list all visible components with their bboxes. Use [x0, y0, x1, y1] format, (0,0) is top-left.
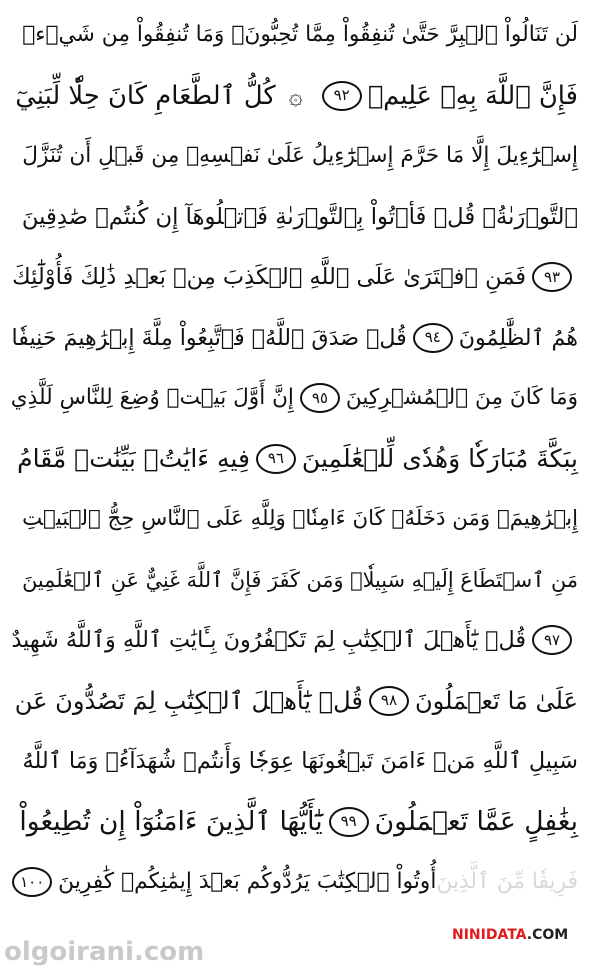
verse-line: [10, 373, 578, 423]
verse-text: إِبۡرَٰهِيمَۖ وَمَن دَخَلَهُۥ كَانَ ءَامِنٗاۗ وَلِلَّهِ عَلَى ٱلنَّاسِ حِجُّ ٱلۡبَيۡتِ: [22, 506, 578, 531]
verse-line: [11, 615, 578, 665]
verse-text: بِغَٰفِلٍ عَمَّا تَعۡمَلُونَ: [374, 805, 578, 837]
ayah-number-marker: ٩٨: [369, 686, 409, 716]
watermark-brand: NINIDATA: [452, 927, 527, 943]
ayah-number-marker: ٩٣: [532, 262, 572, 292]
verse-line: [22, 494, 578, 544]
verse-text: يَٰٓأَيُّهَا ٱلَّذِينَ ءَامَنُوٓاْ إِن تُطِيعُواْ: [19, 805, 323, 837]
rub-el-hizb-icon: ۞: [288, 81, 303, 110]
verse-text: قُلۡ يَٰٓأَهۡلَ ٱلۡكِتَٰبِ لِمَ تَكۡفُرُونَ بِـَٔايَٰتِ ٱللَّهِ وَٱللَّهُ شَهِيدٌ: [11, 627, 526, 653]
verse-text: قُلۡ يَٰٓأَهۡلَ ٱلۡكِتَٰبِ لِمَ تَصُدُّونَ عَن: [14, 686, 363, 715]
verse-line: [11, 313, 578, 363]
verse-text: فَإِنَّ ٱللَّهَ بِهِۦ عَلِيمٞ: [367, 80, 578, 111]
verse-text: أُوتُواْ ٱلۡكِتَٰبَ يَرُدُّوكُم بَعۡدَ إِيمَٰنِكُمۡ كَٰفِرِينَ: [58, 869, 437, 894]
watermark-ninidata: [452, 927, 568, 943]
ayah-number-marker: ٩٦: [256, 444, 296, 474]
watermark-olgoirani: olgoirani.com: [4, 937, 205, 967]
ayah-number-marker: ٩٧: [532, 625, 572, 655]
verse-text: مَنِ ٱسۡتَطَاعَ إِلَيۡهِ سَبِيلٗاۚ وَمَن كَفَرَ فَإِنَّ ٱللَّهَ غَنِيٌّ عَنِ ٱلۡعَٰلَمِينَ: [22, 567, 578, 592]
verse-text: قُلۡ صَدَقَ ٱللَّهُۗ فَٱتَّبِعُواْ مِلَّةَ إِبۡرَٰهِيمَ حَنِيفٗا: [11, 324, 407, 351]
ayah-number-marker: ٩٤: [413, 323, 453, 353]
verse-text: إِنَّ أَوَّلَ بَيۡتٖ وُضِعَ لِلنَّاسِ لَلَّذِي: [10, 385, 294, 410]
verse-text: هُمُ ٱلظَّٰلِمُونَ: [458, 324, 578, 351]
verse-text: وَمَا كَانَ مِنَ ٱلۡمُشۡرِكِينَ: [345, 385, 578, 410]
watermark-suffix: .COM: [526, 927, 569, 943]
verse-text: كُلُّ ٱلطَّعَامِ كَانَ حِلّٗا لِّبَنِيٓ: [15, 80, 276, 111]
verse-line: [22, 192, 578, 242]
verse-text: ٱلتَّوۡرَىٰةُۗ قُلۡ فَأۡتُواْ بِٱلتَّوۡرَىٰةِ فَٱتۡلُوهَآ إِن كُنتُمۡ صَٰدِقِينَ: [21, 203, 578, 230]
verse-text: سَبِيلِ ٱللَّهِ مَنۡ ءَامَنَ تَبۡغُونَهَا عِوَجٗا وَأَنتُمۡ شُهَدَآءُۗ وَمَا ٱللَّهُ: [22, 748, 578, 774]
verse-line: [22, 857, 578, 907]
ayah-number-marker: ١٠٠: [12, 867, 52, 897]
ayah-number-marker: ٩٢: [322, 81, 362, 111]
verse-line: [17, 434, 578, 484]
verse-line: [22, 736, 578, 786]
verse-line: [12, 252, 578, 302]
verse-line: [22, 555, 578, 605]
verse-text: بِبَكَّةَ مُبَارَكٗا وَهُدٗى لِّلۡعَٰلَمِينَ: [301, 443, 578, 473]
verse-line: [19, 797, 578, 847]
verse-text: فَمَنِ ٱفۡتَرَىٰ عَلَى ٱللَّهِ ٱلۡكَذِبَ مِنۢ بَعۡدِ ذَٰلِكَ فَأُوْلَٰٓئِكَ: [12, 264, 526, 290]
verse-line: [22, 131, 578, 181]
verse-line: [22, 10, 578, 60]
verse-line: [14, 676, 578, 726]
verse-line: [15, 71, 578, 121]
verse-text: عَلَىٰ مَا تَعۡمَلُونَ: [414, 686, 578, 715]
ayah-number-marker: ٩٥: [300, 383, 340, 413]
ayah-number-marker: ٩٩: [329, 807, 369, 837]
verse-text: لَن تَنَالُواْ ٱلۡبِرَّ حَتَّىٰ تُنفِقُواْ مِمَّا تُحِبُّونَۚ وَمَا تُنفِقُواْ مِن شَيۡءٖ: [22, 22, 578, 47]
verse-text: فِيهِ ءَايَٰتُۢ بَيِّنَٰتٞ مَّقَامُ: [17, 443, 250, 473]
verse-text: إِسۡرَٰٓءِيلَ إِلَّا مَا حَرَّمَ إِسۡرَٰٓءِيلُ عَلَىٰ نَفۡسِهِۦ مِن قَبۡلِ أَن تُنَزَّلَ: [22, 143, 578, 168]
faded-verse-text: فَرِيقٗا مِّنَ ٱلَّذِينَ: [436, 869, 578, 894]
